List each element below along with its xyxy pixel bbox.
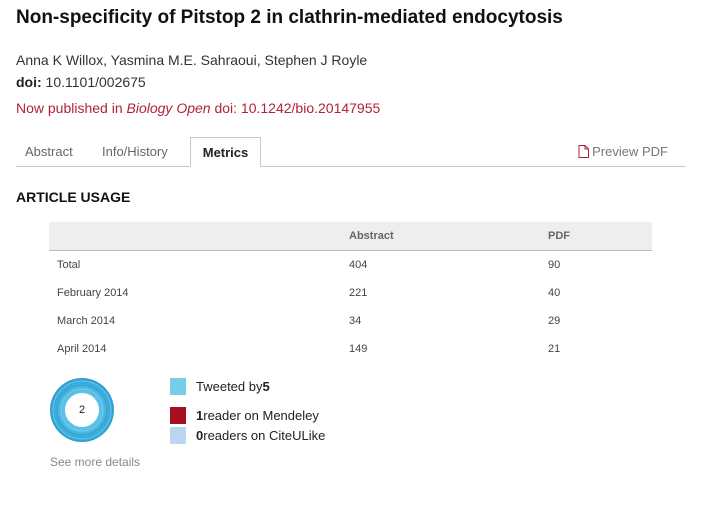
abstract-count: 149 (349, 343, 368, 355)
published-journal[interactable]: Biology Open (126, 100, 211, 116)
legend-suffix: readers on CiteULike (203, 428, 326, 443)
mendeley-swatch (170, 407, 186, 424)
legend-citeulike (170, 427, 325, 444)
tweet-count: 5 (262, 379, 270, 394)
tab-bar (16, 137, 686, 167)
altmetric-score: 2 (78, 404, 86, 416)
legend-suffix: reader on Mendeley (203, 408, 319, 423)
tab-metrics[interactable]: Metrics (190, 137, 261, 167)
row-label: April 2014 (57, 343, 107, 355)
column-header-pdf: PDF (540, 222, 652, 251)
citeulike-swatch (170, 427, 186, 444)
table-row (49, 251, 652, 280)
see-more-details-link[interactable]: See more details (50, 455, 141, 469)
article-usage-heading: ARTICLE USAGE (16, 189, 131, 205)
doi-line (16, 74, 146, 90)
pdf-count: 40 (548, 287, 561, 299)
usage-table (49, 222, 652, 363)
published-doi[interactable]: doi: 10.1242/bio.20147955 (214, 100, 381, 116)
tab-abstract[interactable]: Abstract (25, 144, 73, 159)
page-title: Non-specificity of Pitstop 2 in clathrin-mediated endocytosis (16, 7, 563, 28)
author-list[interactable]: Anna K Willox, Yasmina M.E. Sahraoui, Stephen J Royle (16, 52, 368, 68)
doi-value: 10.1101/002675 (45, 74, 146, 90)
citeulike-count: 0 (196, 428, 204, 443)
preview-pdf-label: Preview PDF (592, 144, 668, 159)
table-row (49, 307, 652, 335)
abstract-count: 34 (349, 315, 362, 327)
row-label: February 2014 (57, 287, 129, 299)
pdf-count: 90 (548, 259, 561, 271)
legend-prefix: Tweeted by (196, 379, 263, 394)
pdf-file-icon (578, 145, 589, 158)
column-header-abstract: Abstract (341, 222, 540, 251)
row-label: March 2014 (57, 315, 116, 327)
abstract-count: 404 (349, 259, 368, 271)
row-label: Total (57, 259, 81, 271)
doi-label: doi: (16, 74, 42, 90)
pdf-count: 29 (548, 315, 561, 327)
table-row (49, 335, 652, 363)
published-notice[interactable] (16, 100, 380, 116)
published-prefix: Now published in (16, 100, 123, 116)
twitter-swatch (170, 378, 186, 395)
mendeley-count: 1 (196, 408, 204, 423)
table-header-row (49, 222, 652, 251)
column-header (49, 222, 341, 251)
abstract-count: 221 (349, 287, 368, 299)
altmetric-donut[interactable] (48, 376, 116, 444)
table-row (49, 279, 652, 307)
legend-twitter (170, 378, 270, 395)
pdf-count: 21 (548, 343, 561, 355)
tab-info-history[interactable]: Info/History (102, 144, 168, 159)
preview-pdf-button[interactable] (578, 137, 668, 166)
legend-mendeley (170, 407, 319, 424)
